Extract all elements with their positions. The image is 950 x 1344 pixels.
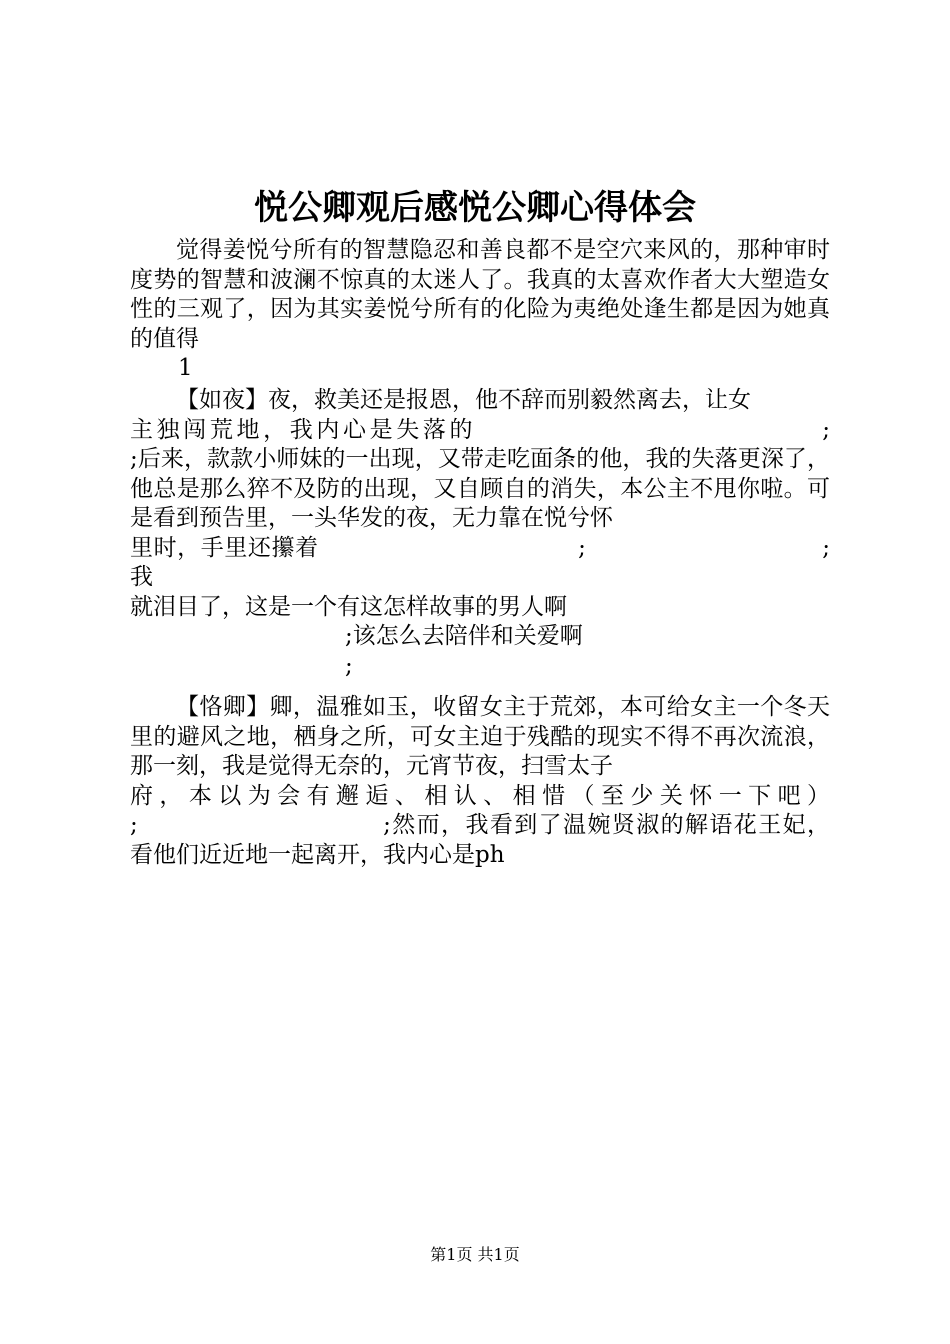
paragraph-ruye-line2-text: 主独闯荒地，我内心是失落的 ; xyxy=(130,416,830,443)
paragraph-keqing-line-just xyxy=(130,782,830,812)
paragraph-ruye-line2 xyxy=(130,416,830,446)
paragraph-ruye-end: 就泪目了，这是一个有这怎样故事的男人啊 xyxy=(130,593,567,620)
paragraph-keqing: 【恪卿】卿，温雅如玉，收留女主于荒郊，本可给女主一个冬天里的避风之地，栖身之所，可女主迫于残酷的现实不得不再次流浪，那一刻，我是觉得无奈的，元宵节夜，扫雪太子 xyxy=(130,694,830,779)
paragraph-ruye-line-keep-text: 里时，手里还攥着 ; ;我 xyxy=(130,534,830,590)
document-body xyxy=(130,236,830,870)
paragraph-ruye-body: ;后来，款款小师妹的一出现，又带走吃面条的他，我的失落更深了，他总是那么猝不及防的出现，又自顾自的消失，本公主不甩你啦。可是看到预告里，一头华发的夜，无力靠在悦兮怀 xyxy=(130,446,830,531)
document-title: 悦公卿观后感悦公卿心得体会 xyxy=(254,188,696,228)
paragraph-intro: 觉得姜悦兮所有的智慧隐忍和善良都不是空穴来风的，那种审时度势的智慧和波澜不惊真的太迷人了。我真的太喜欢作者大大塑造女性的三观了，因为其实姜悦兮所有的化险为夷绝处逢生都是因为她真的值得 xyxy=(130,237,830,352)
page-footer: 第1页 共1页 xyxy=(430,1245,520,1264)
paragraph-keqing-line-semicolon-text: ; ;然而，我看到了温婉贤淑的解语花王妃， xyxy=(130,812,830,838)
paragraph-keqing-line-semicolon xyxy=(130,811,830,841)
centered-line-2: ; xyxy=(345,652,353,679)
paragraph-ruye-line1: 【如夜】夜，救美还是报恩，他不辞而别毅然离去，让女 xyxy=(176,387,751,413)
centered-line-1: ;该怎么去陪伴和关爱啊 xyxy=(345,623,583,649)
paragraph-gap xyxy=(130,681,830,693)
inline-page-number: 1 xyxy=(178,355,193,381)
paragraph-keqing-line-just-text: 府，本以为会有邂逅、相认、相惜（至少关怀一下吧） xyxy=(130,782,830,809)
paragraph-ruye-line-keep xyxy=(130,534,830,593)
paragraph-keqing-end: 看他们近近地一起离开，我内心是ph xyxy=(130,841,505,868)
